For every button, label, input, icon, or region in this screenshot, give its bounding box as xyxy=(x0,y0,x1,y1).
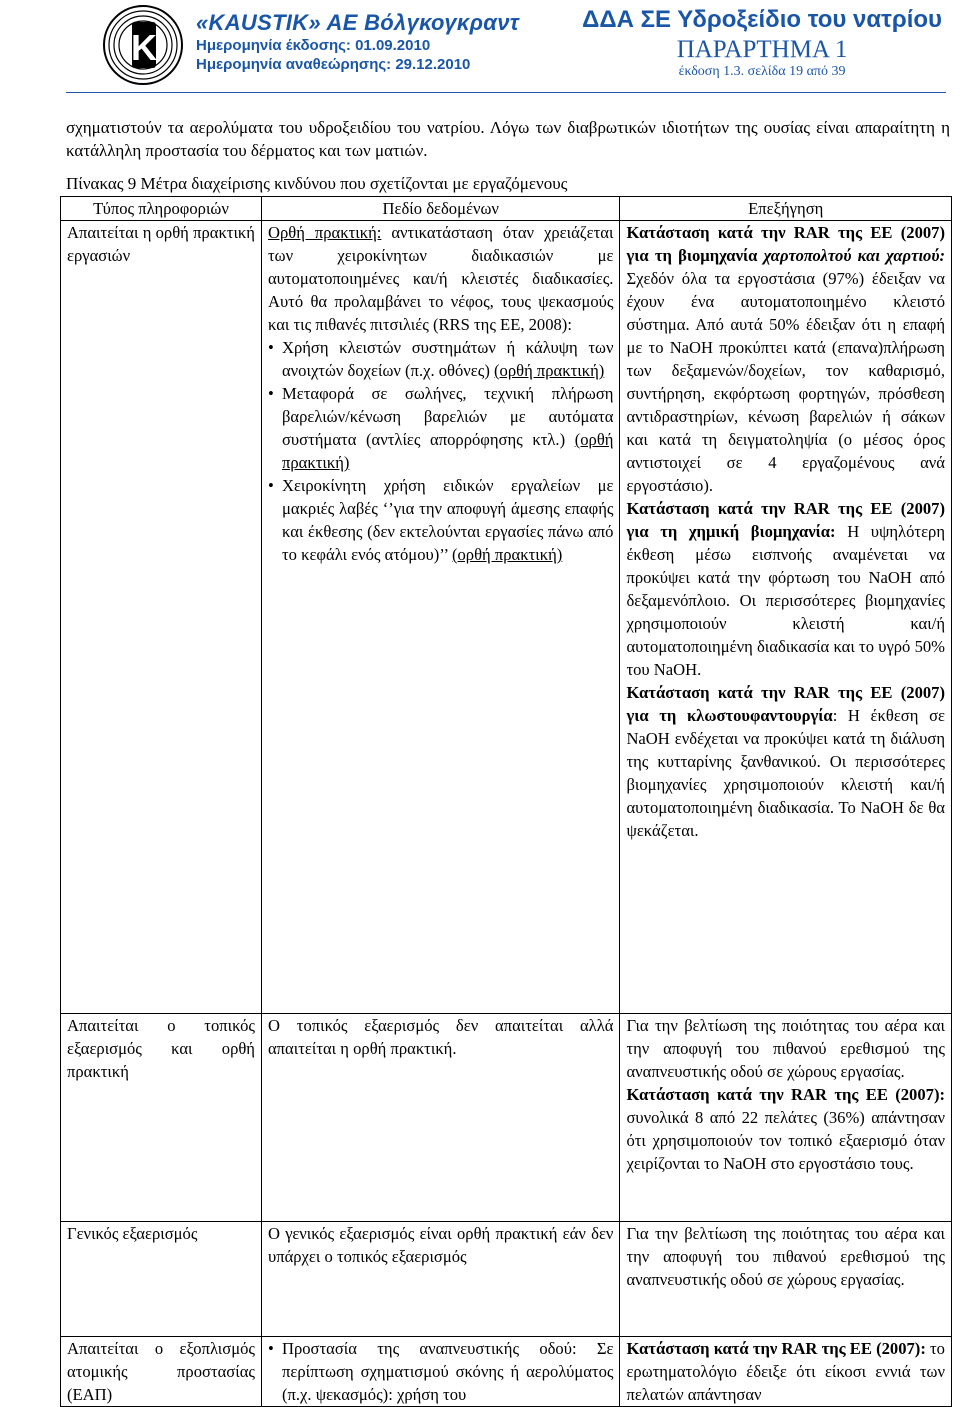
document-title-block xyxy=(582,6,942,80)
info-type-cell: Απαιτείται ο τοπικός εξαερισμός και ορθή πρακτική xyxy=(61,1014,262,1222)
column-header: Επεξήγηση xyxy=(620,197,952,221)
data-field-cell: Ο τοπικός εξαερισμός δεν απαιτείται αλλά απαιτείται η ορθή πρακτική. xyxy=(261,1014,619,1222)
annex-label: ΠΑΡΑΡΤΗΜΑ 1 xyxy=(676,36,848,63)
info-type-cell: Απαιτείται ο εξοπλισμός ατομικής προστασίας (ΕΑΠ) xyxy=(61,1337,262,1407)
list-item: • Χειροκίνητη χρήση ειδικών εργαλείων με μακριές λαβές ‘’για την αποφυγή άμεσης επαφής και έκθεσης (δεν εκτελούνται εργασίες πάνω από το κεφάλι ενός ατόμου)’’ (ορθή πρακτική) xyxy=(267,476,614,564)
revision-date: Ημερομηνία αναθεώρησης: 29.12.2010 xyxy=(196,56,471,73)
explanation-cell: Για την βελτίωση της ποιότητας του αέρα και την αποφυγή του πιθανού ερεθισμού της αναπνευστικής οδού σε χώρους εργασίας. Κατάσταση κατά την RAR της ΕΕ (2007): συνολικά 8 από 22 πελάτες (36%) απάντησαν ότι χρησιμοποιούν τον τοπικό εξαερισμό όταν χειρίζονται το NaOH στο εργοστάσιο τους. xyxy=(620,1014,952,1222)
info-type-cell: Γενικός εξαερισμός xyxy=(61,1222,262,1337)
info-type-cell: Απαιτείται η ορθή πρακτική εργασιών xyxy=(61,221,262,1014)
table-header-row xyxy=(61,197,952,221)
explanation-cell: Για την βελτίωση της ποιότητας του αέρα και την αποφυγή του πιθανού ερεθισμού της αναπνευστικής οδού σε χώρους εργασίας. xyxy=(620,1222,952,1337)
document-title: ΔΔΑ ΣΕ Υδροξείδιο του νατρίου xyxy=(582,6,942,33)
explanation-cell: Κατάσταση κατά την RAR της ΕΕ (2007) για τη βιομηχανία χαρτοπολτού και χαρτιού: Σχεδόν όλα τα εργοστάσια (97%) έδειξαν να έχουν ένα αυτοματοποιημένο κλειστό σύστημα. Από αυτά 50% έδειξαν ότι η επαφή με το NaOH προκύπτει κατά (επανα)πλήρωση των δεξαμενών/δοχείων, τον καθαρισμό, συντήρηση, εκφόρτωση φορτηγών, πρόσθεση αντιδραστηρίων, κένωση βαρελιών ή σάκων και κατά τη δειγματοληψία (ο μέσος όρος αντιστοιχεί σε 4 εργαζομένους ανά εργοστάσιο). Κατάσταση κατά την RAR της ΕΕ (2007) για τη χημική βιομηχανία: Η υψηλότερη έκθεση μέσω εισπνοής αναμένεται να προκύψει κατά την φόρτωση του NaOH από δεξαμενόπλοιο. Οι περισσότερες βιομηχανίες χρησιμοποιούν κλειστή και/ή αυτοματοποιημένη διαδικασία και το υγρό 50% του NaOH. Κατάσταση κατά την RAR της ΕΕ (2007) για τη κλωστουφαντουργία: Η έκθεση σε NaOH ενδέχεται να προκύψει κατά τη διάλυση της κυτταρίνης ξανθανικού. Οι περισσότερες βιομηχανίες χρησιμοποιούν κλειστή και/ή αυτοματοποιημένη διαδικασία. Το NaOH δε θα ψεκάζεται. xyxy=(620,221,952,1014)
explanation-cell: Κατάσταση κατά την RAR της ΕΕ (2007): το ερωτηματολόγιο έδειξε ότι είκοσι εννιά των πελατών απάντησαν xyxy=(620,1337,952,1407)
company-block xyxy=(196,10,519,74)
list-item: • Μεταφορά σε σωλήνες, τεχνική πλήρωση βαρελιών/κένωση βαρελιών με αυτόματα συστήματα (αντλίες απορρόφησης κτλ.) (ορθή πρακτική) xyxy=(267,384,614,472)
table-row xyxy=(61,1337,952,1407)
risk-management-table xyxy=(60,196,952,1407)
page-header xyxy=(0,0,960,92)
data-field-cell: Ο γενικός εξαερισμός είναι ορθή πρακτική εάν δεν υπάρχει ο τοπικός εξαερισμός xyxy=(261,1222,619,1337)
intro-paragraph: σχηματιστούν τα αερολύματα του υδροξειδίου του νατρίου. Λόγω των διαβρωτικών ιδιοτήτων της ουσίας είναι απαραίτητη η κατάλληλη προστασία του δέρματος και των ματιών. xyxy=(66,118,950,160)
page-info: έκδοση 1.3. σελίδα 19 από 39 xyxy=(678,64,846,79)
issue-date: Ημερομηνία έκδοσης: 01.09.2010 xyxy=(196,37,431,54)
column-header: Πεδίο δεδομένων xyxy=(261,197,619,221)
table-row xyxy=(61,1222,952,1337)
data-field-cell: Ορθή πρακτική: αντικατάσταση όταν χρειάζεται των χειροκίνητων διαδικασιών με αυτοματοποιημένες και/ή κλειστές διαδικασίες. Αυτό θα προλαμβάνει το νέφος, τους ψεκασμούς και τις πιθανές πιτσιλιές (RRS της ΕΕ, 2008): • Χρήση κλειστών συστημάτων ή κάλυψη των ανοιχτών δοχείων (π.χ. οθόνες) (ορθή πρακτική) • Μεταφορά σε σωλήνες, τεχνική πλήρωση βαρελιών/κένωση βαρελιών με αυτόματα συστήματα (αντλίες απορρόφησης κτλ.) (ορθή πρακτική) • Χειροκίνητη χρήση ειδικών εργαλείων με μακριές λαβές ‘’για την αποφυγή άμεσης επαφής και έκθεσης (δεν εκτελούνται εργασίες πάνω από το κεφάλι ενός ατόμου)’’ (ορθή πρακτική) xyxy=(261,221,619,1014)
table-caption: Πίνακας 9 Μέτρα διαχείρισης κινδύνου που σχετίζονται με εργαζόμενους xyxy=(66,174,568,193)
list-item: • Χρήση κλειστών συστημάτων ή κάλυψη των ανοιχτών δοχείων (π.χ. οθόνες) (ορθή πρακτική) xyxy=(267,338,614,380)
table-row xyxy=(61,221,952,1014)
data-field-cell xyxy=(261,1337,619,1407)
company-name: «KAUSTIK» AE Βόλγκογκραντ xyxy=(196,10,520,35)
company-logo-icon xyxy=(102,4,184,86)
table-row xyxy=(61,1014,952,1222)
column-header: Τύπος πληροφοριών xyxy=(61,197,262,221)
header-divider xyxy=(66,92,946,93)
list-item: • Προστασία της αναπνευστικής οδού: Σε περίπτωση σχηματισμού σκόνης ή αερολύματος (π.χ. ψεκασμός): χρήση του xyxy=(267,1339,614,1404)
svg-text:K: K xyxy=(131,27,157,68)
